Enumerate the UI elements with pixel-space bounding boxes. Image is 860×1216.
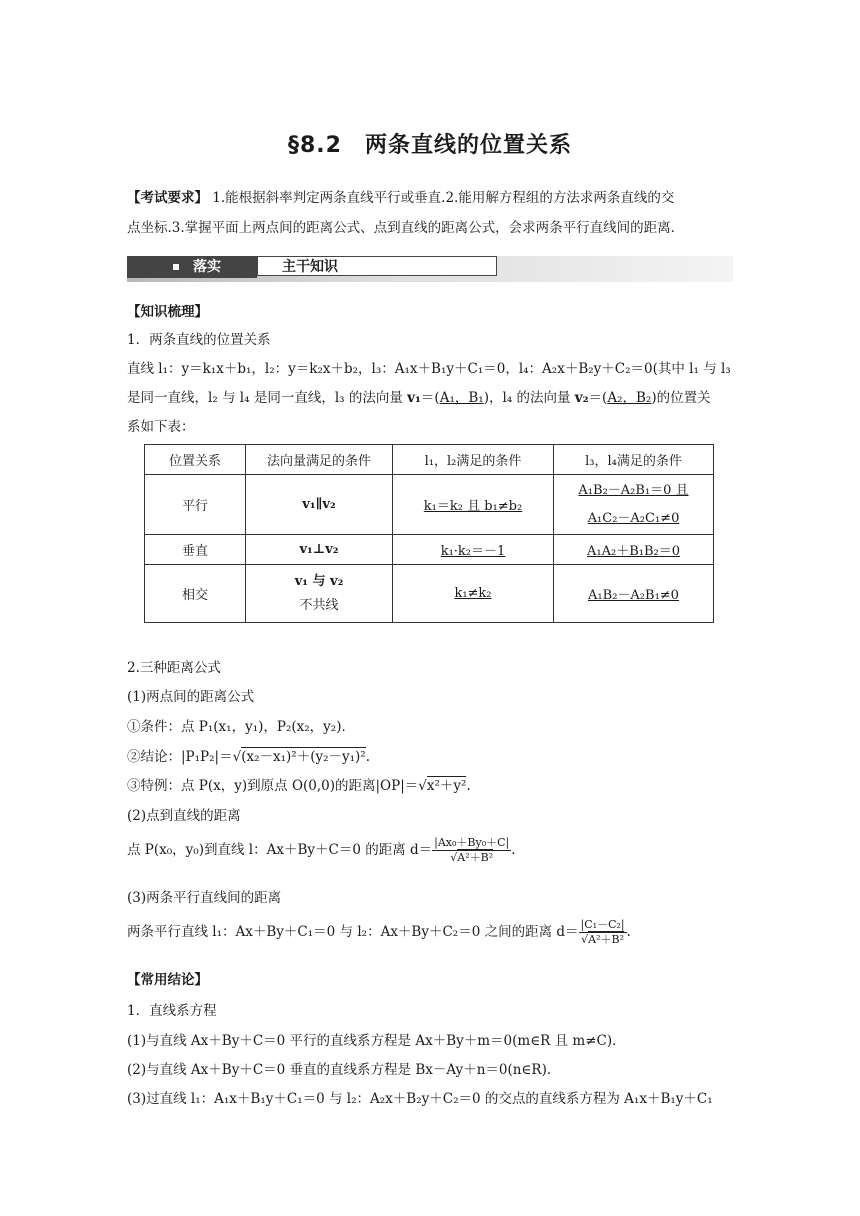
sub-heading-1: (1)两点间的距离公式	[127, 689, 255, 705]
table-header-cell: l₁，l₂满足的条件	[393, 445, 554, 475]
conclusion-item-1: 1．直线系方程	[127, 1003, 217, 1019]
vector-v1: v₁	[407, 390, 421, 406]
text: .	[626, 924, 631, 940]
text: )，l₄ 的法向量	[483, 390, 575, 406]
text: ＝(	[588, 390, 608, 406]
conclusion-item-2: (1)与直线 Ax＋By＋C＝0 平行的直线系方程是 Ax＋By＋m＝0(m∈R 且 m≠C)．	[127, 1033, 626, 1049]
cell-line-2: 不共线	[299, 597, 339, 613]
conclusion-item-4: (3)过直线 l₁：A₁x＋B₁y＋C₁＝0 与 l₂：A₂x＋B₂y＋C₂＝0 的交点的直线系方程为 A₁x＋B₁y＋C₁	[127, 1091, 713, 1107]
table-row	[145, 535, 714, 565]
square-icon	[173, 264, 179, 270]
table-cell	[246, 565, 393, 623]
parallel-distance	[127, 918, 631, 947]
vector-v2: v₂	[574, 390, 589, 406]
text: 是同一直线，l₂ 与 l₄ 是同一直线，l₃ 的法向量	[127, 390, 408, 406]
table-cell: v₁⊥v₂	[246, 535, 393, 565]
conclusion-line	[127, 745, 370, 765]
text: ②结论：|P₁P₂|＝	[127, 749, 233, 765]
table-cell: 相交	[145, 565, 246, 623]
table-header-cell: l₃，l₄满足的条件	[554, 445, 714, 475]
cell-line-1: A₁B₂－A₂B₁＝0 且	[578, 482, 689, 498]
table-cell	[554, 535, 714, 565]
condition-line: ①条件：点 P₁(x₁，y₁)，P₂(x₂，y₂)．	[127, 719, 355, 735]
cell-text: k₁·k₂＝－1	[440, 544, 506, 559]
table-cell	[554, 565, 714, 623]
table-header-cell: 位置关系	[145, 445, 246, 475]
table-row	[145, 475, 714, 535]
sqrt-sign-icon: √	[232, 749, 242, 765]
normal-vector-2: A₂，B₂	[607, 390, 652, 406]
table-cell: 垂直	[145, 535, 246, 565]
item-heading-1: 1．两条直线的位置关系	[127, 332, 271, 348]
cell-text	[558, 477, 709, 505]
text: )的位置关	[651, 390, 711, 406]
sub-heading-3: (3)两条平行直线间的距离	[127, 890, 282, 906]
cell-text: A₁A₂＋B₁B₂＝0	[587, 544, 680, 559]
fraction	[579, 918, 627, 947]
requirement-text-2: 点坐标.3.掌握平面上两点间的距离公式、点到直线的距离公式，会求两条平行直线间的距离．	[127, 220, 685, 236]
table-header-cell: 法向量满足的条件	[246, 445, 393, 475]
requirement-text-1: 1.能根据斜率判定两条直线平行或垂直.2.能用解方程组的方法求两条直线的交	[212, 190, 675, 206]
banner-light-label: 主干知识	[257, 256, 497, 276]
table-cell	[393, 565, 554, 623]
cell-text	[558, 505, 709, 533]
requirement-label: 【考试要求】	[127, 190, 208, 206]
table-cell	[393, 475, 554, 535]
relation-table	[144, 444, 714, 623]
cell-line-1: v₁ 与 v₂	[294, 573, 344, 589]
denominator: √A²＋B²	[581, 933, 625, 946]
table-cell	[554, 475, 714, 535]
section-banner	[127, 256, 733, 282]
denominator: √A²＋B²	[450, 851, 494, 864]
point-line-distance	[127, 836, 516, 865]
cell-text: k₁＝k₂ 且 b₁≠b₂	[423, 499, 523, 514]
banner-dark	[127, 256, 257, 278]
sub-heading-2: (2)点到直线的距离	[127, 808, 241, 824]
item-heading-2: 2.三种距离公式	[127, 660, 221, 676]
cell-text: A₁B₂－A₂B₁≠0	[588, 588, 679, 603]
radicand: A²＋B²	[457, 851, 494, 864]
section-heading-knowledge: 【知识梳理】	[127, 304, 208, 320]
sqrt-sign-icon: √	[418, 778, 427, 794]
table-cell: 平行	[145, 475, 246, 535]
normal-vector-1: A₁，B₁	[439, 390, 484, 406]
numerator: |Ax₀＋By₀＋C|	[434, 836, 510, 849]
requirement-line-1	[127, 186, 674, 206]
table-header-row	[145, 445, 714, 475]
cell-text: k₁≠k₂	[454, 586, 492, 601]
paragraph-line-b	[127, 386, 711, 406]
special-case-line	[127, 774, 471, 794]
text: .	[511, 842, 516, 858]
text: .	[365, 749, 371, 765]
table-row	[145, 565, 714, 623]
page-title: §8.2 两条直线的位置关系	[288, 133, 572, 158]
table-cell	[393, 535, 554, 565]
paragraph-line-c: 系如下表：	[127, 419, 195, 435]
radicand: (x₂－x₁)²＋(y₂－y₁)²	[241, 749, 366, 765]
text: 点 P(x₀，y₀)到直线 l：Ax＋By＋C＝0 的距离 d＝	[127, 842, 433, 858]
numerator: |C₁－C₂|	[580, 918, 625, 931]
text: 两条平行直线 l₁：Ax＋By＋C₁＝0 与 l₂：Ax＋By＋C₂＝0 之间的距离 d＝	[127, 924, 579, 940]
radicand: x²＋y²	[426, 778, 467, 794]
table-cell: v₁∥v₂	[246, 475, 393, 535]
radicand: A²＋B²	[588, 933, 625, 946]
text: ＝(	[420, 390, 440, 406]
banner-dark-label: 落实	[193, 259, 221, 275]
cell-line-2: A₁C₂－A₂C₁≠0	[587, 510, 680, 526]
fraction	[432, 836, 511, 865]
text: .	[466, 778, 471, 794]
text: ③特例：点 P(x，y)到原点 O(0,0)的距离|OP|＝	[127, 778, 419, 794]
paragraph-line-a: 直线 l₁：y＝k₁x＋b₁，l₂：y＝k₂x＋b₂，l₃：A₁x＋B₁y＋C₁＝0，l₄：A₂x＋B₂y＋C₂＝0(其中 l₁ 与 l₃	[127, 361, 731, 377]
conclusion-item-3: (2)与直线 Ax＋By＋C＝0 垂直的直线系方程是 Bx－Ay＋n＝0(n∈R)．	[127, 1062, 561, 1078]
section-heading-conclusions: 【常用结论】	[127, 972, 208, 988]
